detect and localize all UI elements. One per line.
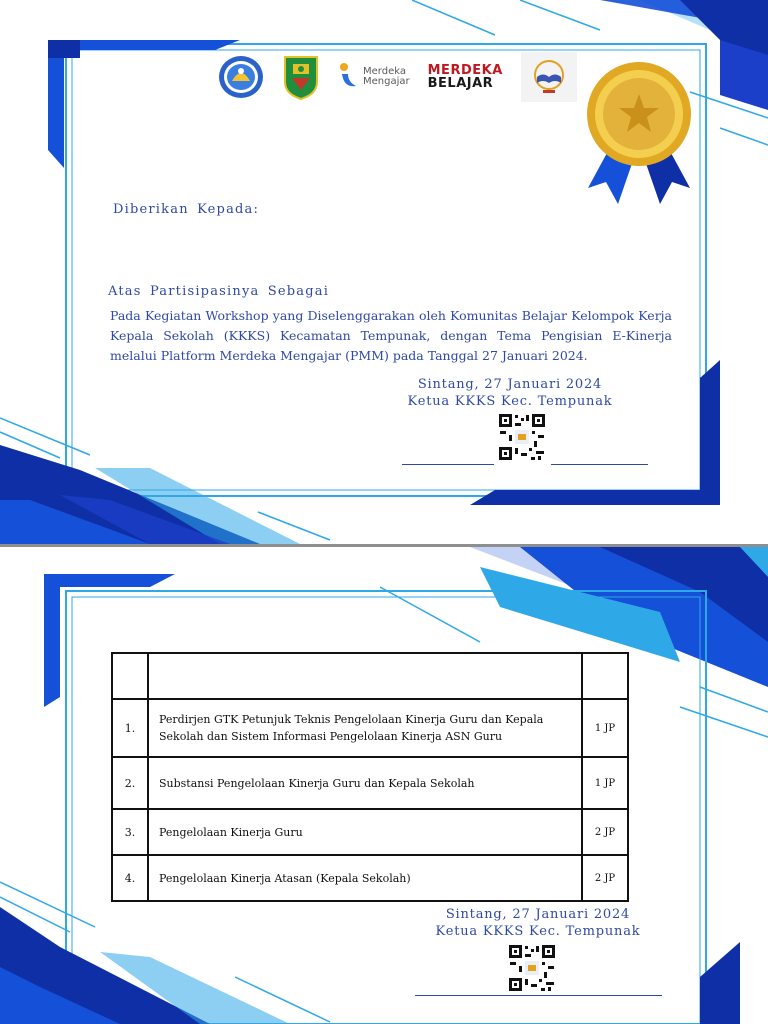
signature-place-date: Sintang, 27 Januari 2024 xyxy=(417,377,603,392)
signature-line-right xyxy=(551,464,648,465)
row-hours: 2 JP xyxy=(582,855,628,901)
merdeka-mengajar-logo xyxy=(338,62,410,92)
row-number: 4. xyxy=(112,855,148,901)
table-row xyxy=(112,757,628,809)
row-topic: Pengelolaan Kinerja Guru xyxy=(148,809,582,855)
logo-row xyxy=(218,52,577,102)
tut-wuri-handayani-logo xyxy=(218,55,264,99)
table-header-topic xyxy=(148,653,582,699)
table-row xyxy=(112,855,628,901)
table-header-jp xyxy=(582,653,628,699)
row-topic: Pengelolaan Kinerja Atasan (Kepala Sekolah) xyxy=(148,855,582,901)
signature-title: Ketua KKKS Kec. Tempunak xyxy=(435,924,641,939)
qr-code-icon xyxy=(498,413,546,461)
certificate-body-text: Pada Kegiatan Workshop yang Diselenggarakan oleh Komunitas Belajar Kelompok Kerja Kepala Sekolah (KKKS) Kecamatan Tempunak, dengan Tema Pengisian E-Kinerja melalui Platform Merdeka Mengajar (PMM) pada Tanggal 27 Januari 2024. xyxy=(110,308,672,363)
row-number: 3. xyxy=(112,809,148,855)
row-number: 1. xyxy=(112,699,148,757)
merdeka-belajar-line2: BELAJAR xyxy=(427,76,494,91)
merdeka-belajar-line1: MERDEKA xyxy=(427,63,503,78)
merdeka-mengajar-line1: Merdeka xyxy=(363,66,406,77)
certificate-back-page xyxy=(0,547,768,1024)
komunitas-belajar-logo xyxy=(521,52,577,102)
row-topic: Perdirjen GTK Petunjuk Teknis Pengelolaan Kinerja Guru dan Kepala Sekolah dan Sistem Informasi Pengelolaan Kinerja ASN Guru xyxy=(148,699,582,757)
training-material-table xyxy=(111,652,629,902)
medal-icon xyxy=(584,62,694,204)
signature-title: Ketua KKKS Kec. Tempunak xyxy=(407,394,613,409)
recipient-label: Diberikan Kepada: xyxy=(113,202,260,217)
signature-line-left xyxy=(402,464,494,465)
role-label: Atas Partisipasinya Sebagai xyxy=(108,284,330,299)
row-hours: 1 JP xyxy=(582,699,628,757)
table-row xyxy=(112,699,628,757)
row-topic: Substansi Pengelolaan Kinerja Guru dan Kepala Sekolah xyxy=(148,757,582,809)
merdeka-mengajar-line2: Mengajar xyxy=(363,76,410,87)
table-header-no xyxy=(112,653,148,699)
table-row xyxy=(112,809,628,855)
table-header-row xyxy=(112,653,628,699)
row-number: 2. xyxy=(112,757,148,809)
open-book-icon xyxy=(529,59,569,95)
row-hours: 1 JP xyxy=(582,757,628,809)
merdeka-mengajar-icon xyxy=(338,62,360,92)
row-hours: 2 JP xyxy=(582,809,628,855)
signature-line xyxy=(415,995,662,996)
qr-code-icon xyxy=(508,944,556,992)
sintang-regency-emblem xyxy=(282,54,320,100)
signature-place-date: Sintang, 27 Januari 2024 xyxy=(445,907,631,922)
merdeka-belajar-logo xyxy=(428,64,503,90)
